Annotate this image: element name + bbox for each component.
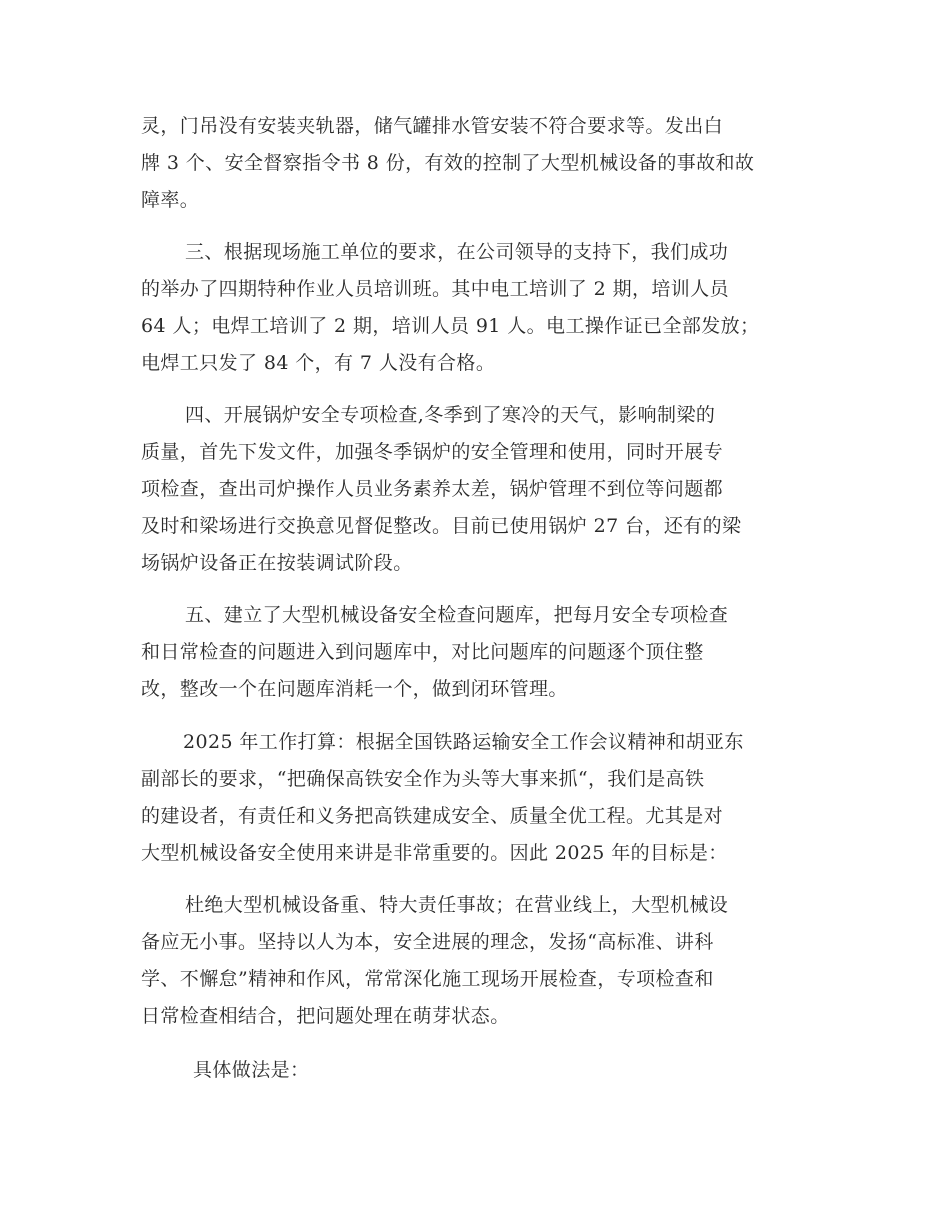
text-line: 的举办了四期特种作业人员培训班。其中电工培训了 2 期，培训人员 (141, 278, 729, 300)
text-line: 64 人；电焊工培训了 2 期，培训人员 91 人。电工操作证已全部发放； (141, 315, 760, 337)
text-line: 场锅炉设备正在按装调试阶段。 (141, 552, 413, 574)
paragraph-2 (141, 234, 809, 382)
text-line: 改，整改一个在问题库消耗一个，做到闭环管理。 (141, 678, 568, 700)
text-line: 四、开展锅炉安全专项检查,冬季到了寒冷的天气，影响制梁的 (185, 404, 716, 426)
text-line: 具体做法是： (193, 1059, 310, 1081)
text-line: 的建设者，有责任和义务把高铁建成安全、质量全优工程。尤其是对 (141, 805, 724, 827)
text-line: 三、根据现场施工单位的要求，在公司领导的支持下，我们成功 (185, 241, 729, 263)
text-line: 牌 3 个、安全督察指令书 8 份，有效的控制了大型机械设备的事故和故 (141, 152, 755, 174)
text-line: 日常检查相结合，把问题处理在萌芽状态。 (141, 1005, 510, 1027)
paragraph-1 (141, 108, 809, 219)
text-line: 障率。 (141, 189, 200, 211)
text-line: 及时和梁场进行交换意见督促整改。目前已使用锅炉 27 台，还有的梁 (141, 515, 742, 537)
paragraph-4 (141, 597, 809, 708)
paragraph-3 (141, 397, 809, 582)
text-line: 2025 年工作打算：根据全国铁路运输安全工作会议精神和胡亚东 (183, 731, 744, 753)
text-line: 副部长的要求，“把确保高铁安全作为头等大事来抓“，我们是高铁 (141, 768, 705, 790)
paragraph-7 (141, 1052, 809, 1089)
text-line: 质量，首先下发文件，加强冬季锅炉的安全管理和使用，同时开展专 (141, 441, 724, 463)
text-line: 学、不懈怠”精神和作风，常常深化施工现场开展检查，专项检查和 (141, 968, 714, 990)
paragraph-6 (141, 887, 809, 1035)
text-line: 五、建立了大型机械设备安全检查问题库，把每月安全专项检查 (185, 604, 729, 626)
text-line: 备应无小事。坚持以人为本，安全进展的理念，发扬“高标准、讲科 (141, 931, 714, 953)
paragraph-5 (141, 724, 809, 872)
text-line: 灵，门吊没有安装夹轨器，储气罐排水管安装不符合要求等。发出白 (141, 115, 724, 137)
text-line: 大型机械设备安全使用来讲是非常重要的。因此 2025 年的目标是： (141, 842, 728, 864)
text-line: 和日常检查的问题进入到问题库中，对比问题库的问题逐个顶住整 (141, 641, 704, 663)
text-line: 电焊工只发了 84 个，有 7 人没有合格。 (141, 352, 496, 374)
text-line: 项检查，查出司炉操作人员业务素养太差，锅炉管理不到位等问题都 (141, 478, 724, 500)
text-line: 杜绝大型机械设备重、特大责任事故；在营业线上，大型机械设 (185, 894, 729, 916)
